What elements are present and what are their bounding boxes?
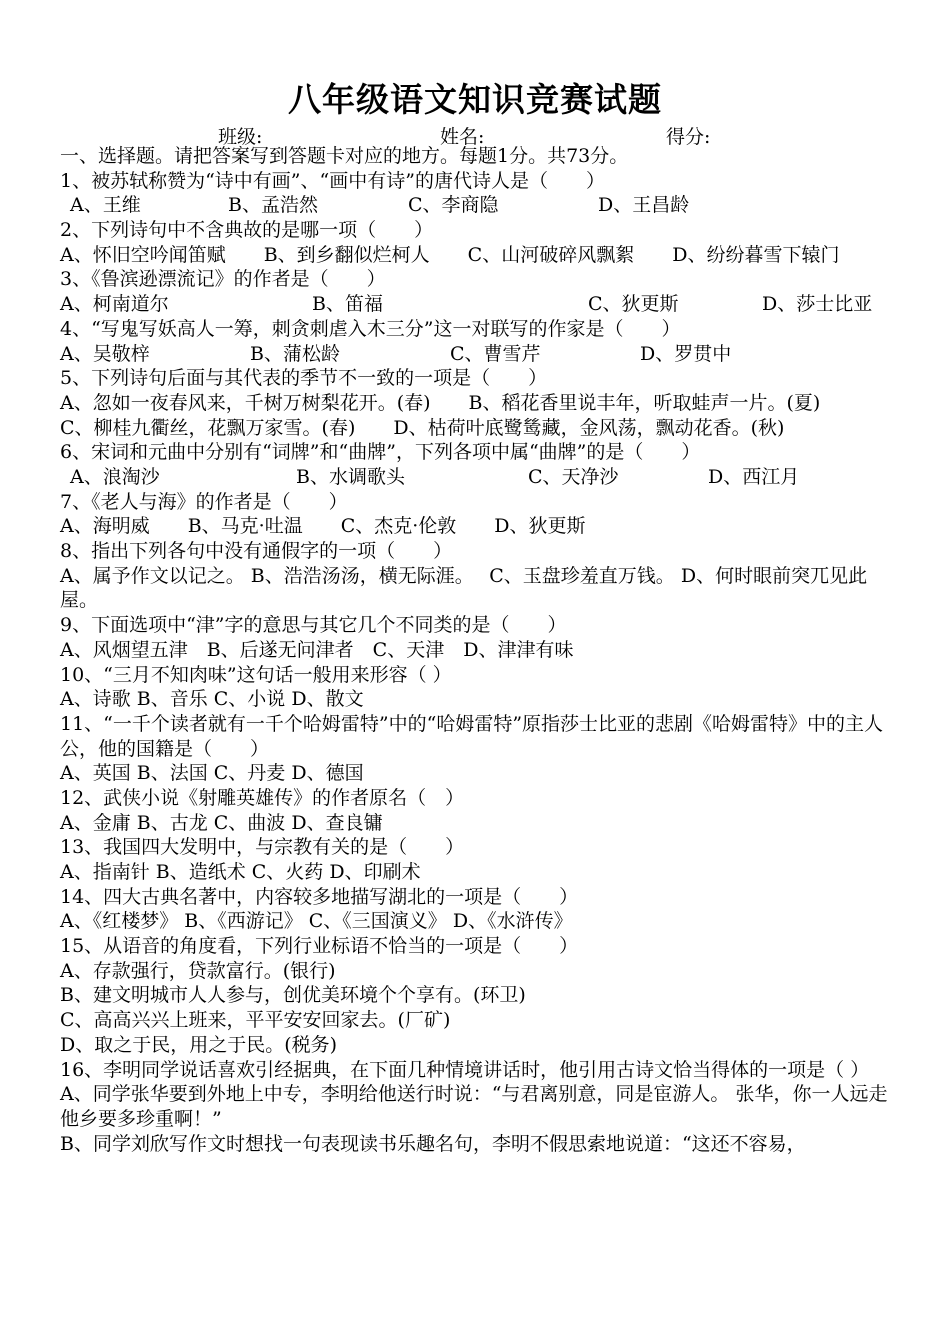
section-heading: 一、选择题。请把答案写到答题卡对应的地方。每题1分。共73分。 [60,145,629,167]
question-2: 2、下列诗句中不含典故的是哪一项（ ） [60,219,434,242]
question-3: 3、《鲁滨逊漂流记》的作者是（ ） [60,268,386,291]
option-b: B、水调歌头 [296,465,405,488]
option-15-d: D、取之于民，用之于民。(税务) [60,1033,338,1056]
option-16-a: A、同学张华要到外地上中专，李明给他送行时说：“与君离别意，同是宦游人。 张华，你一人远走他乡要多珍重啊！” [60,1083,888,1130]
options-12: A、金庸 B、古龙 C、曲波 D、查良镛 [60,811,383,834]
option-a: A、柯南道尔 [60,293,169,316]
options-4 [60,342,898,367]
option-b: B、笛福 [312,293,383,316]
option-c: C、李商隐 [408,194,499,217]
option-c: C、狄更斯 [588,293,679,316]
option-c: C、天净沙 [528,465,619,488]
options-9: A、风烟望五津 B、后遂无问津者 C、天津 D、津津有味 [60,638,574,661]
question-7: 7、《老人与海》的作者是（ ） [60,490,348,513]
options-11: A、英国 B、法国 C、丹麦 D、德国 [60,762,364,785]
question-13: 13、我国四大发明中，与宗教有关的是（ ） [60,836,465,859]
question-5: 5、下列诗句后面与其代表的季节不一致的一项是（ ） [60,367,548,390]
class-label: 班级: [218,126,263,148]
question-8: 8、指出下列各句中没有通假字的一项（ ） [60,540,453,563]
question-9: 9、下面选项中“津”字的意思与其它几个不同类的是（ ） [60,614,567,637]
option-15-b: B、建文明城市人人参与，创优美环境个个享有。(环卫) [60,984,526,1007]
question-12: 12、武侠小说《射雕英雄传》的作者原名（ ） [60,786,465,809]
option-c: C、曹雪芹 [450,342,541,365]
options-14: A、《红楼梦》 B、《西游记》 C、《三国演义》 D、《水浒传》 [60,910,573,933]
option-b: B、蒲松龄 [250,342,340,365]
options-3 [60,292,898,317]
option-d: D、莎士比亚 [762,293,873,316]
question-1: 1、被苏轼称赞为“诗中有画”、“画中有诗”的唐代诗人是（ ） [60,169,605,192]
option-a: A、王维 [70,194,141,217]
options-7: A、海明威 B、马克·吐温 C、杰克·伦敦 D、狄更斯 [60,515,586,538]
option-d: D、西江月 [708,465,800,488]
question-14: 14、四大古典名著中，内容较多地描写湖北的一项是（ ） [60,885,579,908]
option-d: D、罗贯中 [640,342,732,365]
question-15: 15、从语音的角度看，下列行业标语不恰当的一项是（ ） [60,935,579,958]
score-label: 得分: [666,126,711,148]
question-4: 4、“写鬼写妖高人一筹，刺贪刺虐入木三分”这一对联写的作家是（ ） [60,317,681,340]
options-1 [60,193,898,218]
options-13: A、指南针 B、造纸术 C、火药 D、印刷术 [60,861,421,884]
question-body [60,144,898,1156]
name-label: 姓名: [440,126,485,148]
page-title: 八年级语文知识竞赛试题 [288,80,662,119]
question-10: 10、“三月不知肉味”这句话一般用来形容（ ） [60,663,452,686]
option-16-b: B、同学刘欣写作文时想找一句表现读书乐趣名句，李明不假思索地说道：“这还不容易， [60,1132,806,1155]
option-15-a: A、存款强行，贷款富行。(银行) [60,959,336,982]
question-6: 6、宋词和元曲中分别有“词牌”和“曲牌”，下列各项中属“曲牌”的是（ ） [60,441,701,464]
options-10: A、诗歌 B、音乐 C、小说 D、散文 [60,688,364,711]
option-a: A、吴敬梓 [60,342,150,365]
option-b: B、孟浩然 [228,194,318,217]
options-5-ab: A、忽如一夜春风来，千树万树梨花开。(春) B、稻花香里说丰年，听取蛙声一片。(夏) [60,391,821,414]
question-16: 16、李明同学说话喜欢引经据典，在下面几种情境讲话时，他引用古诗文恰当得体的一项是（ ） [60,1058,870,1081]
option-d: D、王昌龄 [598,194,690,217]
options-8: A、属予作文以记之。 B、浩浩汤汤，横无际涯。 C、玉盘珍羞直万钱。 D、何时眼前突兀见此屋。 [60,564,868,612]
option-a: A、浪淘沙 [70,465,160,488]
option-15-c: C、高高兴兴上班来，平平安安回家去。(厂矿) [60,1009,451,1032]
options-6 [60,465,898,490]
question-11: 11、“一千个读者就有一千个哈姆雷特”中的“哈姆雷特”原指莎士比亚的悲剧《哈姆雷特》中的主人公，他的国籍是（ ） [60,712,884,760]
options-5-cd: C、柳桂九衢丝，花飘万家雪。(春) D、枯荷叶底鹭鸶藏，金风荡，飘动花香。(秋) [60,416,785,439]
options-2: A、怀旧空吟闻笛赋 B、到乡翻似烂柯人 C、山河破碎风飘絮 D、纷纷暮雪下辕门 [60,243,840,266]
